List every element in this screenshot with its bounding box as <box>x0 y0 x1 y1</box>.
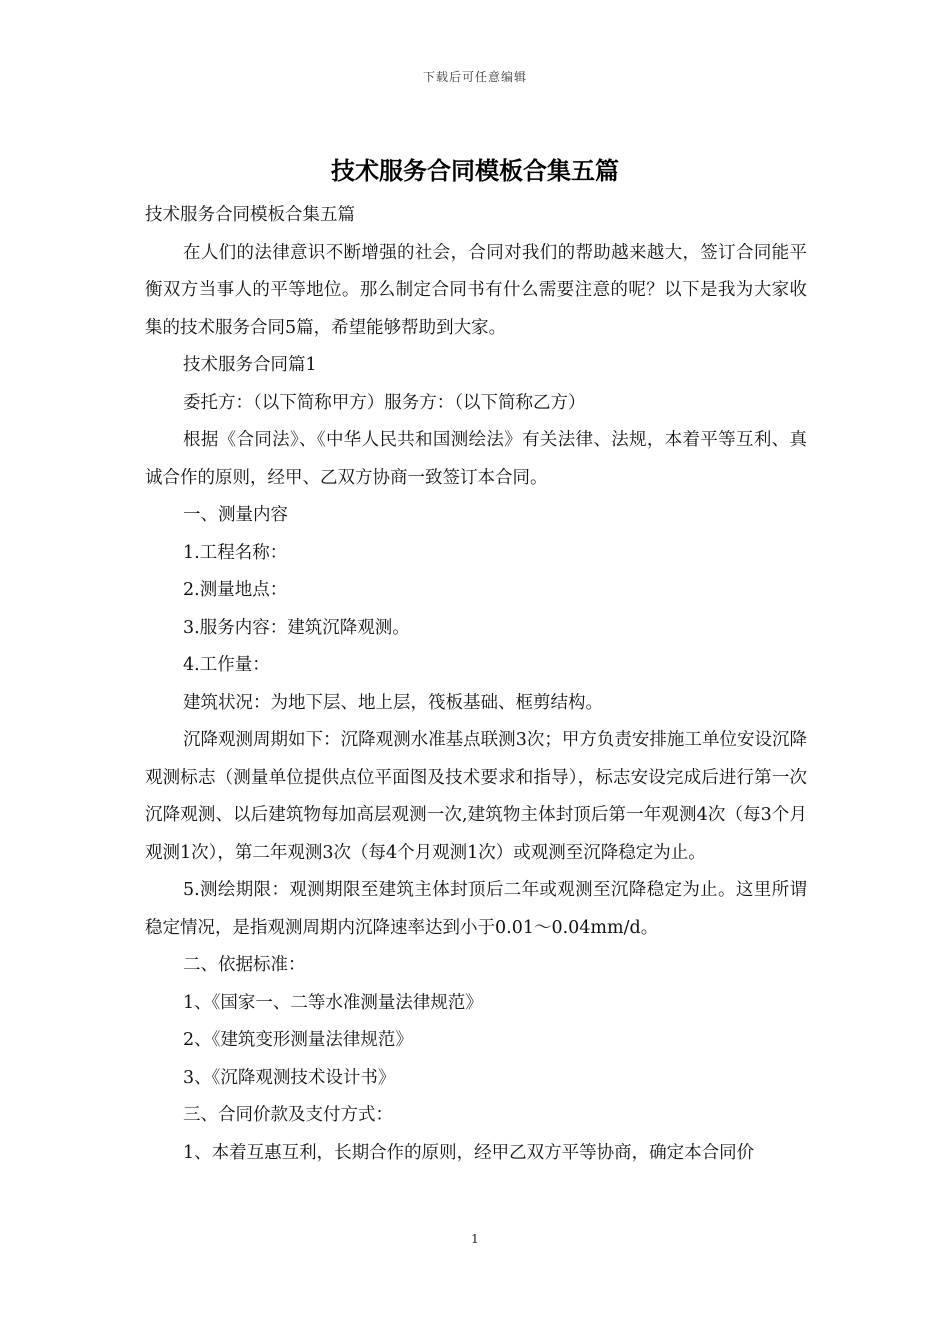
body-paragraph: 5.测绘期限：观测期限至建筑主体封顶后二年或观测至沉降稳定为止。这里所谓稳定情况，是指观测周期内沉降速率达到小于0.01～0.04mm/d。 <box>145 880 807 938</box>
body-paragraph: 1、《国家一、二等水准测量法律规范》 <box>183 992 483 1013</box>
body-paragraph: 委托方：（以下简称甲方）服务方：（以下简称乙方） <box>183 392 586 413</box>
body-paragraph: 在人们的法律意识不断增强的社会，合同对我们的帮助越来越大，签订合同能平衡双方当事人的平等地位。那么制定合同书有什么需要注意的呢？以下是我为大家收集的技术服务合同5篇，希望能够帮助到大家。 <box>145 242 807 338</box>
body-paragraph: 根据《合同法》、《中华人民共和国测绘法》有关法律、法规，本着平等互利、真诚合作的原则，经甲、乙双方协商一致签订本合同。 <box>145 430 807 488</box>
body-paragraph: 二、依据标准： <box>183 955 306 975</box>
body-paragraph: 4.工作量： <box>183 655 270 675</box>
body-paragraph: 建筑状况：为地下层、地上层，筏板基础、框剪结构。 <box>183 692 603 713</box>
body-paragraph: 2.测量地点： <box>183 580 288 600</box>
body-paragraph: 3.服务内容：建筑沉降观测。 <box>183 617 410 638</box>
document-body <box>145 197 807 1172</box>
header-note: 下载后可任意编辑 <box>422 70 527 84</box>
body-paragraph: 一、测量内容 <box>183 505 288 525</box>
document-subtitle: 技术服务合同模板合集五篇 <box>145 205 355 225</box>
body-paragraph: 技术服务合同篇1 <box>183 355 317 375</box>
body-paragraph: 1、本着互惠互利，长期合作的原则，经甲乙双方平等协商，确定本合同价 <box>183 1142 755 1163</box>
document-title: 技术服务合同模板合集五篇 <box>331 157 619 185</box>
body-paragraph: 三、合同价款及支付方式： <box>183 1105 393 1125</box>
body-paragraph: 1.工程名称： <box>183 542 288 563</box>
body-paragraph: 3、《沉降观测技术设计书》 <box>183 1067 396 1088</box>
body-paragraph: 2、《建筑变形测量法律规范》 <box>183 1030 413 1050</box>
body-paragraph: 沉降观测周期如下：沉降观测水准基点联测3次；甲方负责安排施工单位安设沉降观测标志（测量单位提供点位平面图及技术要求和指导），标志安设完成后进行第一次沉降观测、以后建筑物每加高层观测一次,建筑物主体封顶后第一年观测4次（每3个月观测1次），第二年观测3次（每4个月观测1次）或观测至沉降稳定为止。 <box>145 730 807 863</box>
page-number: 1 <box>471 1232 479 1246</box>
